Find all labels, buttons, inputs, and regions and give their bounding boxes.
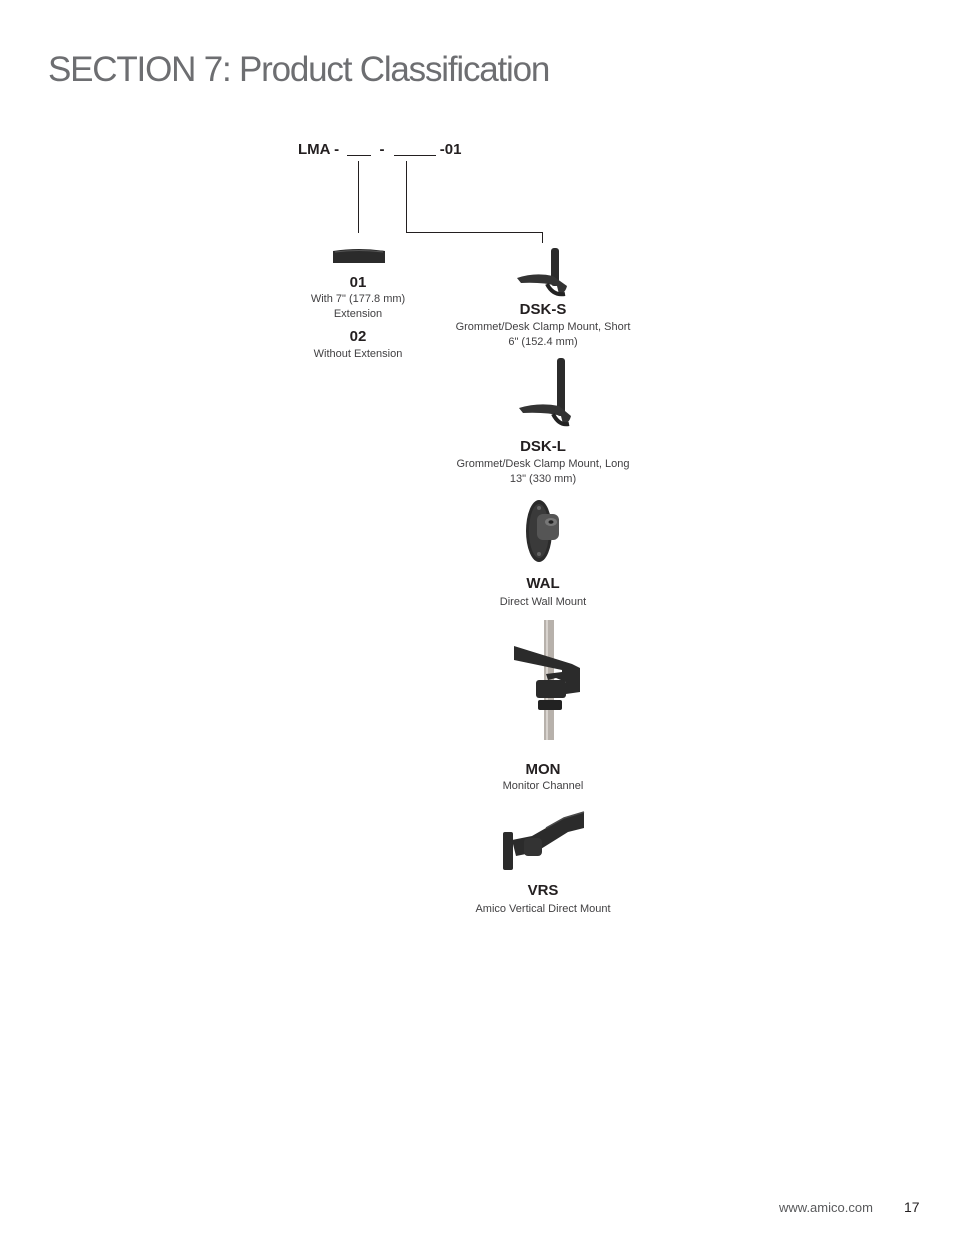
option-code: DSK-L [520, 438, 566, 455]
option-description-line2: Extension [333, 308, 383, 320]
option-description-line1: Grommet/Desk Clamp Mount, Short [455, 321, 631, 333]
option-code: MON [525, 761, 561, 778]
option-01 [298, 274, 418, 322]
option-vrs [443, 882, 643, 917]
connector-mount-horizontal [406, 232, 543, 233]
option-mon [443, 761, 643, 794]
option-description: Amico Vertical Direct Mount [475, 903, 611, 915]
option-description: Monitor Channel [502, 780, 584, 792]
option-description-line2: 6" (152.4 mm) [508, 336, 578, 348]
extension-arm-icon [331, 246, 387, 266]
connector-mount-vertical [406, 161, 407, 233]
option-description-line1: Grommet/Desk Clamp Mount, Long [456, 458, 630, 470]
desk-clamp-short-icon [513, 246, 571, 298]
option-code: WAL [526, 575, 560, 592]
desk-clamp-long-icon [515, 356, 573, 428]
option-description: Direct Wall Mount [499, 596, 587, 608]
option-code: 01 [349, 274, 367, 291]
code-blank-extension [347, 141, 371, 156]
option-dsk-s [443, 301, 643, 350]
option-code: DSK-S [519, 301, 567, 318]
code-prefix: LMA - [298, 141, 340, 158]
option-code: 02 [349, 328, 367, 345]
page-number: 17 [904, 1199, 920, 1215]
option-wal [443, 575, 643, 610]
code-blank-mount [394, 141, 436, 156]
option-description-line1: With 7" (177.8 mm) [310, 293, 406, 305]
code-suffix: -01 [439, 141, 462, 158]
monitor-channel-icon [512, 620, 584, 740]
option-description-line2: 13" (330 mm) [509, 473, 577, 485]
option-code: VRS [527, 882, 559, 899]
footer-url[interactable]: www.amico.com [779, 1200, 873, 1215]
connector-extension [358, 161, 359, 233]
wall-mount-icon [523, 498, 563, 564]
vertical-direct-mount-icon [502, 810, 586, 872]
option-02 [298, 328, 418, 362]
option-description: Without Extension [313, 348, 403, 360]
option-dsk-l [443, 438, 643, 487]
connector-mount-drop [542, 232, 543, 243]
page-title: SECTION 7: Product Classification [48, 50, 550, 89]
model-code [298, 141, 461, 158]
code-separator: - [379, 141, 385, 158]
